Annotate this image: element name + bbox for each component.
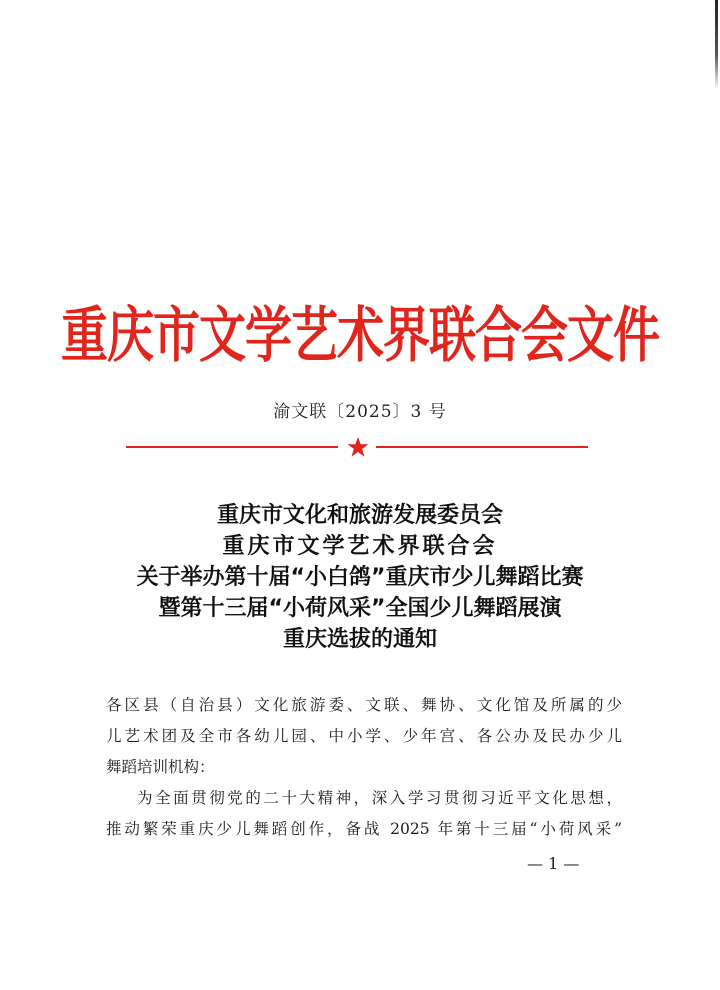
title-line: 重庆市文化和旅游发展委员会 (216, 503, 503, 528)
star-icon (347, 436, 369, 458)
body-line: 各区县（自治县）文化旅游委、文联、舞协、文化馆及所属的少 (106, 696, 622, 714)
title-line: 重庆选拔的通知 (282, 627, 437, 652)
separator-line-right (376, 446, 588, 448)
page-number: — 1 — (527, 854, 580, 873)
scan-edge-artifact (715, 0, 718, 90)
addressee-paragraph (106, 690, 622, 783)
separator-line-left (126, 446, 338, 448)
title-line: 重庆市文学艺术界联合会 (222, 534, 498, 559)
notice-body (106, 690, 622, 845)
body-line: 儿艺术团及全市各幼儿园、中小学、少年宫、各公办及民办少儿 (106, 727, 622, 745)
red-separator-rule (126, 437, 588, 457)
title-line: 关于举办第十届“小白鸽”重庆市少儿舞蹈比赛 (136, 565, 584, 590)
body-line: 为全面贯彻党的二十大精神，深入学习贯彻习近平文化思想， (137, 789, 622, 807)
document-number: 渝文联〔2025〕3 号 (273, 402, 447, 422)
body-line: 舞蹈培训机构： (106, 758, 215, 776)
title-line: 暨第十三届“小荷风采”全国少儿舞蹈展演 (158, 596, 562, 621)
body-line: 推动繁荣重庆少儿舞蹈创作，备战 2025 年第十三届“小荷风采” (106, 820, 622, 838)
issuing-org-header: 重庆市文学艺术界联合会文件 (61, 300, 659, 372)
notice-title (0, 500, 720, 655)
body-paragraph (106, 783, 622, 845)
